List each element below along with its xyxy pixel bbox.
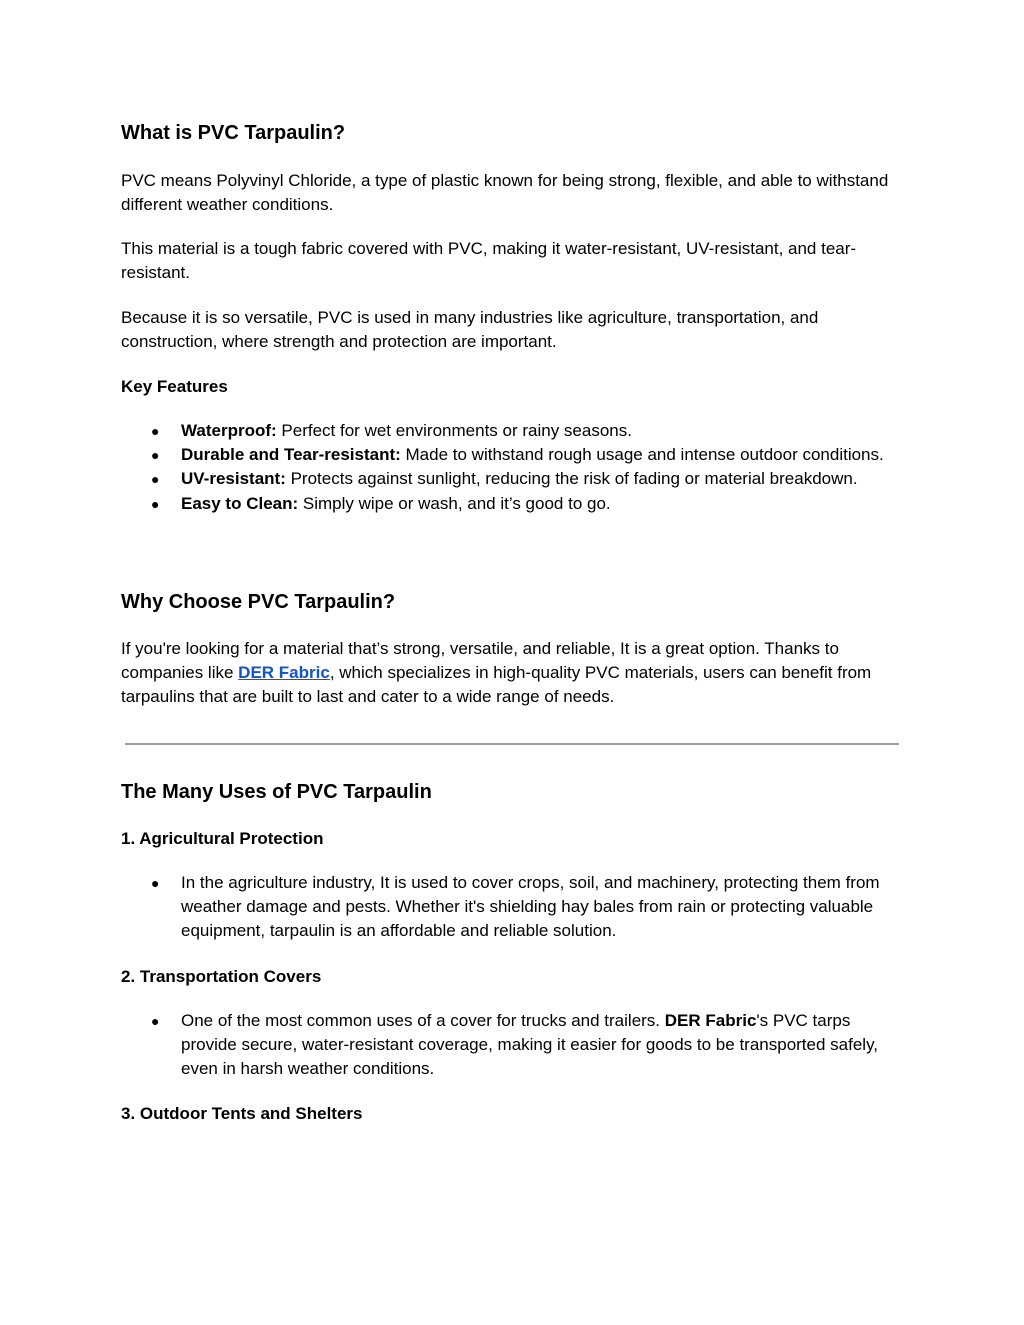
list-item	[121, 492, 901, 516]
bullet-text-after: 's PVC tarps provide secure, water-resistant coverage, making it easier for goods to be transported safely, even in harsh weather conditions.	[181, 1011, 879, 1079]
list-item	[121, 1009, 901, 1082]
feature-text: Made to withstand rough usage and intense outdoor conditions.	[400, 445, 884, 465]
list-item	[121, 467, 901, 491]
feature-label: Durable and Tear-resistant:	[181, 445, 401, 465]
heading-many-uses: The Many Uses of PVC Tarpaulin	[121, 781, 432, 803]
bullet-icon: ●	[151, 1013, 160, 1029]
heading-outdoor-tents: 3. Outdoor Tents and Shelters	[121, 1104, 363, 1123]
heading-why-choose: Why Choose PVC Tarpaulin?	[121, 591, 396, 613]
list-item	[121, 871, 901, 944]
list-item	[121, 419, 901, 443]
list-item	[121, 443, 901, 467]
feature-label: UV-resistant:	[181, 469, 286, 489]
bullet-text: In the agriculture industry, It is used to cover crops, soil, and machinery, protecting them from weather damage and pests. Whether it's shielding hay bales from rain or protecting valuable equipment, tarpaulin is an affordable and reliable solution.	[181, 873, 880, 941]
bullet-text-before: One of the most common uses of a cover for trucks and trailers.	[181, 1011, 665, 1030]
paragraph-text-after-link: , which specializes in high-quality PVC materials, users can benefit from tarpaulins that are built to last and cater to a wide range of needs.	[121, 663, 872, 707]
feature-text: Protects against sunlight, reducing the risk of fading or material breakdown.	[285, 469, 858, 489]
feature-text: Simply wipe or wash, and it’s good to go.	[298, 493, 611, 513]
feature-label: Easy to Clean:	[181, 493, 299, 513]
bullet-icon: ●	[151, 471, 160, 488]
heading-agricultural-protection: 1. Agricultural Protection	[121, 829, 324, 848]
paragraph-pvc-definition: PVC means Polyvinyl Chloride, a type of plastic known for being strong, flexible, and able to withstand different weather conditions.	[121, 171, 889, 215]
paragraph-material-description: This material is a tough fabric covered with PVC, making it water-resistant, UV-resistant, and tear-resistant.	[121, 239, 857, 283]
paragraph-why-choose	[121, 637, 901, 710]
bullet-icon: ●	[151, 423, 160, 439]
bullet-icon: ●	[151, 447, 160, 464]
horizontal-divider	[125, 743, 899, 745]
heading-key-features: Key Features	[121, 377, 228, 396]
der-fabric-bold: DER Fabric	[664, 1011, 757, 1030]
bullet-icon: ●	[151, 495, 160, 512]
paragraph-versatility: Because it is so versatile, PVC is used in many industries like agriculture, transportation, and construction, where strength and protection are important.	[121, 308, 819, 352]
heading-transportation-covers: 2. Transportation Covers	[121, 967, 322, 986]
transportation-list	[121, 1009, 901, 1082]
bullet-icon: ●	[151, 875, 160, 891]
heading-what-is-pvc: What is PVC Tarpaulin?	[121, 122, 346, 144]
key-features-list	[121, 419, 901, 516]
paragraph-text-before-link: If you're looking for a material that’s strong, versatile, and reliable, It is a great option. Thanks to companies like	[121, 639, 839, 683]
feature-label: Waterproof:	[181, 421, 277, 440]
agricultural-list	[121, 871, 901, 944]
der-fabric-link[interactable]: DER Fabric	[238, 663, 330, 683]
feature-text: Perfect for wet environments or rainy seasons.	[276, 421, 632, 440]
